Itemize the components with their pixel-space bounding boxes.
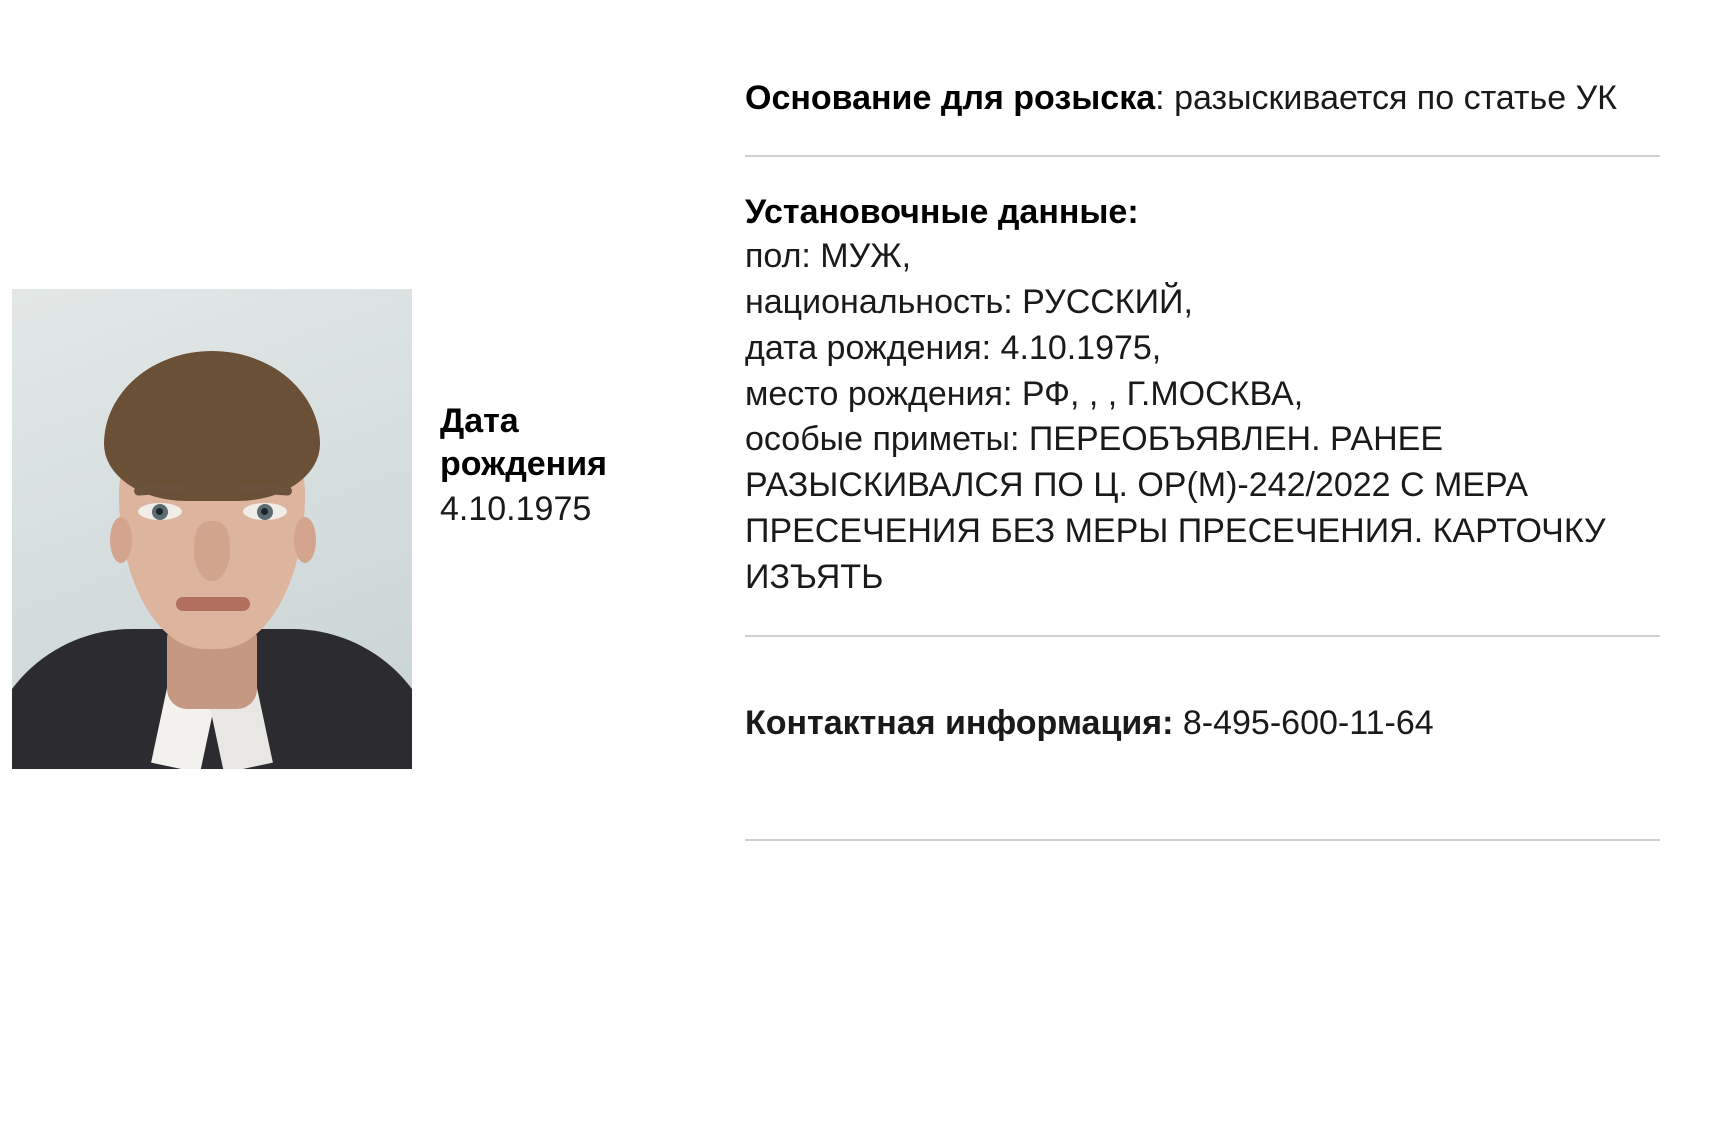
right-column	[745, 0, 1732, 1124]
reason-separator: :	[1155, 79, 1175, 117]
date-of-birth-label-line2: рождения	[440, 444, 607, 483]
spacer-before-divider-3	[745, 779, 1660, 805]
photo-iris-left	[152, 504, 168, 520]
divider-3	[745, 839, 1660, 841]
identification-line-special-marks: особые приметы: ПЕРЕОБЪЯВЛЕН. РАНЕЕ РАЗЫСКИВАЛСЯ ПО Ц. ОР(М)-242/2022 С МЕРА ПРЕСЕЧЕНИЯ БЕЗ МЕРЫ ПРЕСЕЧЕНИЯ. КАРТОЧКУ ИЗЪЯТЬ	[745, 420, 1606, 597]
identification-line-birthplace: место рождения: РФ, , , Г.МОСКВА,	[745, 374, 1304, 413]
reason-label: Основание для розыска	[745, 79, 1156, 117]
photo-mouth	[176, 597, 250, 611]
reason-value: разыскивается по статье УК	[1174, 79, 1617, 117]
contact-paragraph	[745, 701, 1660, 745]
photo-hair-shadow	[112, 409, 312, 479]
spacer-after-divider-1	[745, 157, 1660, 193]
date-of-birth-block	[440, 400, 710, 531]
identification-section	[745, 193, 1660, 601]
identification-line-gender: пол: МУЖ,	[745, 236, 912, 275]
contact-value: 8-495-600-11-64	[1182, 704, 1434, 742]
reason-section	[745, 76, 1660, 121]
identification-line-birthdate: дата рождения: 4.10.1975,	[745, 328, 1162, 367]
reason-paragraph	[745, 76, 1645, 121]
identification-line-nationality: национальность: РУССКИЙ,	[745, 282, 1193, 321]
contact-label: Контактная информация:	[745, 704, 1174, 742]
spacer-after-divider-2	[745, 637, 1660, 667]
person-photo	[12, 289, 412, 769]
photo-nose	[194, 521, 230, 581]
date-of-birth-label-line1: Дата	[440, 402, 519, 440]
left-column	[0, 0, 745, 1124]
date-of-birth-value: 4.10.1975	[440, 490, 592, 528]
photo-eye-left	[138, 503, 182, 520]
identification-heading: Установочные данные:	[745, 192, 1139, 231]
photo-iris-right	[257, 504, 273, 520]
photo-ear-right	[294, 517, 316, 563]
photo-eye-right	[243, 503, 287, 520]
contact-section	[745, 701, 1660, 745]
photo-ear-left	[110, 517, 132, 563]
